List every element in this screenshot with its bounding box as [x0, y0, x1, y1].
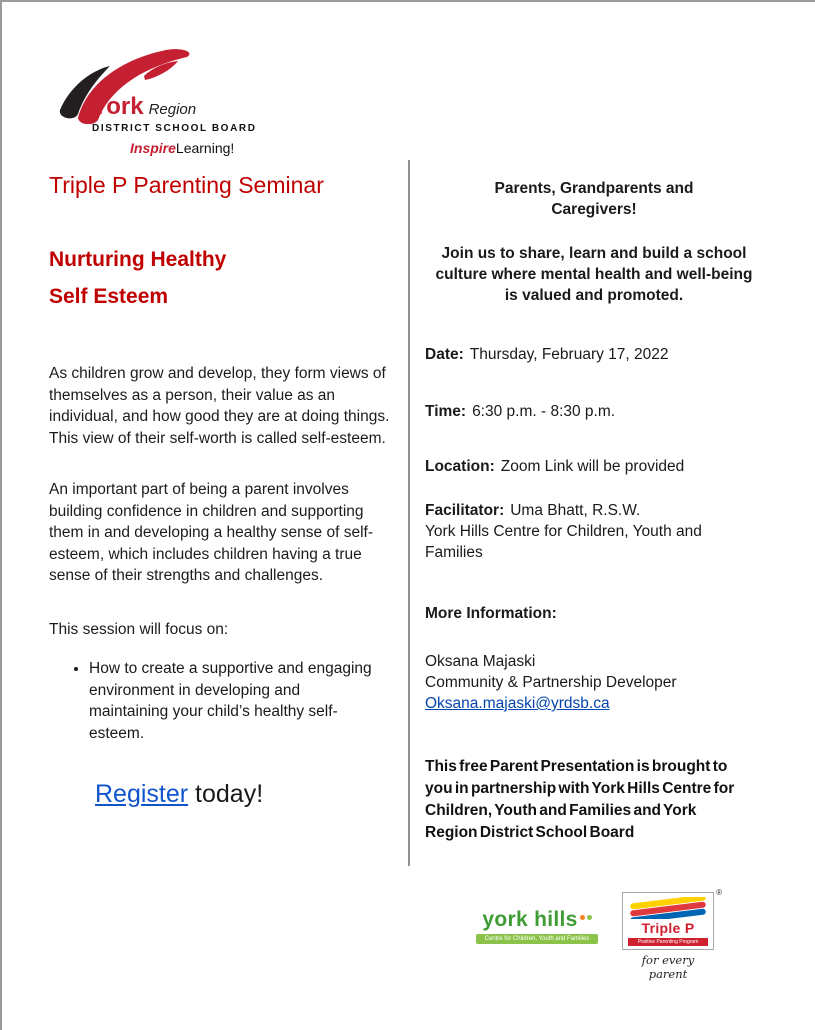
invitation-heading: Join us to share, learn and build a school culture where mental health and well-being is valued and promoted.: [435, 245, 753, 304]
time-value: 6:30 p.m. - 8:30 p.m.: [472, 403, 616, 420]
contact-name: Oksana Majaski: [425, 653, 536, 670]
logo-region-text: Region: [148, 101, 197, 118]
triple-p-wordmark: Triple P: [641, 920, 695, 936]
right-column: [425, 178, 763, 860]
register-suffix: today!: [188, 780, 264, 808]
more-info-label: More Information:: [425, 605, 557, 622]
partnership-paragraph: This free Parent Presentation is brought to you in partnership with York Hills Centre for Children, Youth and Families and York Region District School Board: [425, 758, 735, 841]
intro-paragraph: As children grow and develop, they form views of themselves as a person, their value as an individual, and how good they are at doing things. This view of their self-worth is called self-esteem.: [49, 365, 390, 447]
parenting-paragraph: An important part of being a parent involves building confidence in children and supporting them in and developing a healthy sense of self-esteem, which includes children having a true sense of their strengths and challenges.: [49, 481, 373, 584]
triple-p-logo: [622, 888, 722, 981]
york-hills-dots-icon: [578, 913, 592, 930]
location-label: Location:: [425, 458, 495, 475]
seminar-subtitle: [49, 241, 391, 315]
subtitle-line-2: Self Esteem: [49, 285, 169, 308]
york-hills-tagline: Centre for Children, Youth and Families: [476, 934, 598, 944]
contact-block: [425, 651, 763, 714]
york-region-logo: [48, 46, 263, 157]
logo-learning-text: Learning!: [175, 140, 235, 157]
york-region-logo-text: [92, 94, 263, 157]
date-value: Thursday, February 17, 2022: [469, 346, 669, 363]
logo-board-text: DISTRICT SCHOOL BOARD: [92, 123, 257, 135]
focus-bullet-text: How to create a supportive and engaging environment in developing and maintaining your child’s healthy self-esteem.: [89, 660, 372, 742]
location-value: Zoom Link will be provided: [500, 458, 685, 475]
facilitator-block: [425, 500, 763, 563]
triple-p-box: [622, 888, 722, 950]
facilitator-org: York Hills Centre for Children, Youth and Families: [425, 523, 702, 561]
logo-inspire-text: Inspire: [130, 140, 176, 157]
focus-list-item: [89, 658, 381, 744]
date-label: Date:: [425, 346, 464, 363]
register-link[interactable]: Register: [95, 780, 189, 808]
contact-role: Community & Partnership Developer: [425, 674, 677, 691]
triple-p-tagline: Positive Parenting Program: [628, 938, 708, 946]
triple-p-slogan: for every parent: [641, 953, 695, 981]
logo-york-text: York: [92, 93, 144, 120]
register-line: [49, 780, 391, 809]
logo-tagline: [130, 141, 263, 156]
york-hills-wordmark: york hills: [482, 908, 578, 931]
focus-intro: This session will focus on:: [49, 620, 229, 638]
column-divider: [408, 160, 410, 866]
logo-name-row: [92, 94, 263, 120]
subtitle-line-1: Nurturing Healthy: [49, 248, 227, 271]
focus-list: [49, 658, 391, 744]
page-title: Triple P Parenting Seminar: [49, 172, 324, 198]
registered-mark: ®: [716, 888, 722, 897]
facilitator-value: Uma Bhatt, R.S.W.: [510, 502, 641, 519]
time-label: Time:: [425, 403, 467, 420]
email-link[interactable]: Oksana.majaski@yrdsb.ca: [425, 695, 610, 712]
triple-p-flag-icon: [628, 897, 708, 919]
date-line: [425, 344, 763, 365]
left-column: [49, 172, 391, 834]
york-hills-logo: [476, 908, 598, 944]
location-line: [425, 456, 763, 477]
time-line: [425, 401, 763, 422]
footer-logos: [2, 884, 815, 994]
facilitator-label: Facilitator:: [425, 502, 505, 519]
audience-heading: Parents, Grandparents and Caregivers!: [494, 180, 694, 218]
